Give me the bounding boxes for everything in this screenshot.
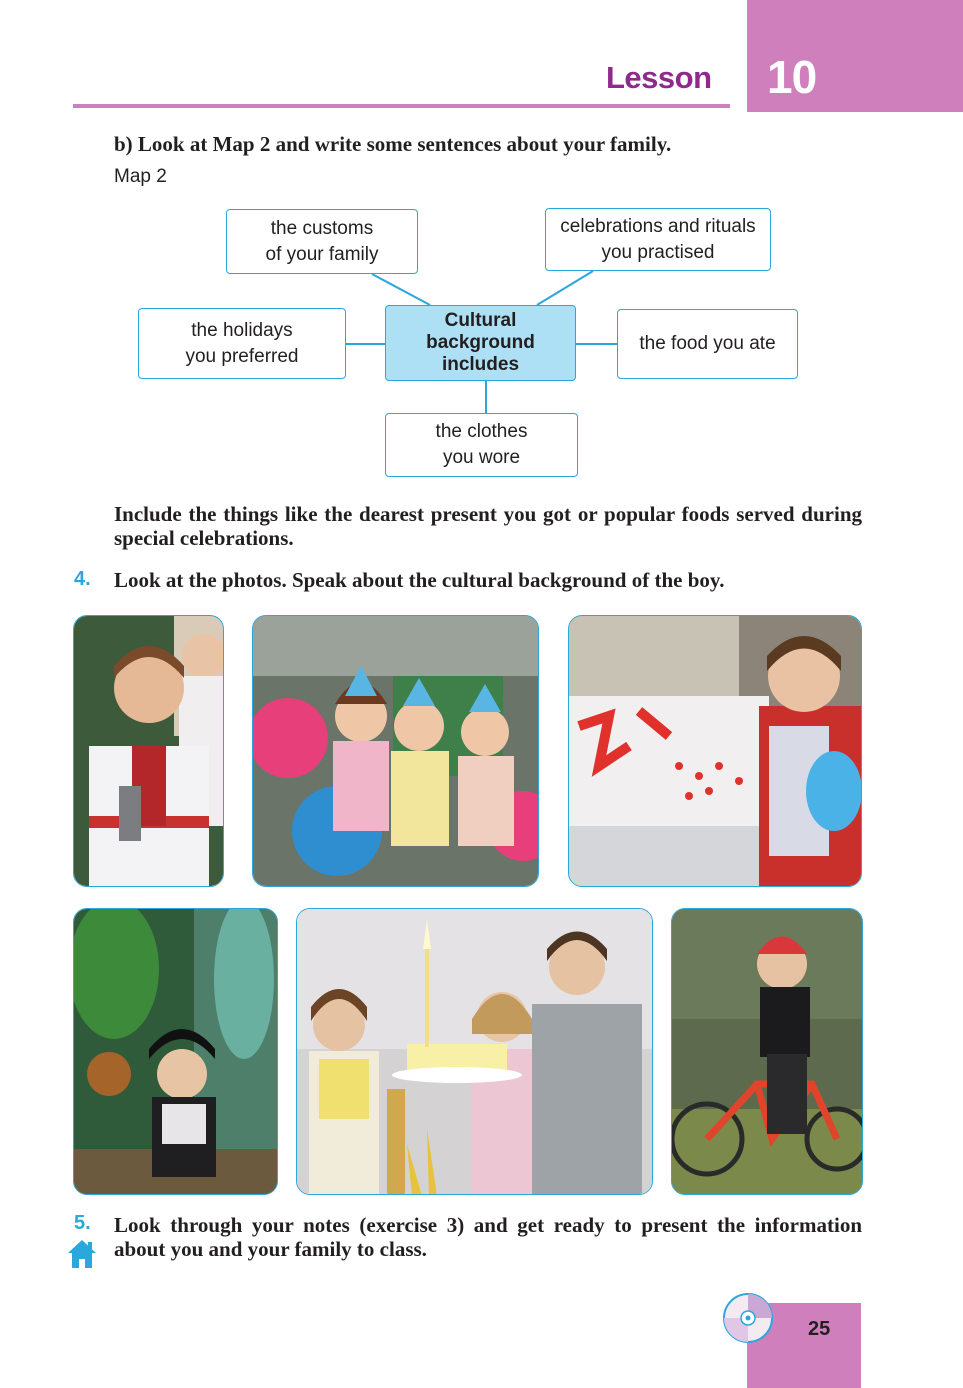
photo-boy-on-bicycle [671,908,863,1195]
exercise-5-number: 5. [74,1212,91,1234]
cd-disc-icon [722,1292,774,1349]
photo-boy-embroidered-shirt [73,615,224,887]
lesson-number: 10 [767,51,817,103]
exercise-4-number: 4. [74,568,91,590]
page-number: 25 [808,1318,831,1340]
map-node-celebrations: celebrations and rituals you practised [545,208,771,271]
exercise-5-instruction: Look through your notes (exercise 3) and get ready to present the information about you and your family to class. [114,1213,862,1261]
map-label: Map 2 [114,166,167,187]
task-b-instruction: b) Look at Map 2 and write some sentences about your family. [114,132,672,156]
photo-birthday-party-kids [252,615,539,887]
exercise-4-instruction: Look at the photos. Speak about the cultural background of the boy. [114,568,725,592]
photo-boy-pirate-costume [73,908,278,1195]
photo-boy-painting [568,615,862,887]
map-node-clothes: the clothes you wore [385,413,578,477]
include-note: Include the things like the dearest present you got or popular foods served during special celebrations. [114,502,862,550]
map-node-holidays: the holidays you preferred [138,308,346,379]
map-node-food: the food you ate [617,309,798,379]
home-icon [66,1238,98,1275]
lesson-title: Lesson [606,60,712,95]
map-node-customs: the customs of your family [226,209,418,274]
map-center-node: Cultural background includes [385,305,576,381]
photo-birthday-cake-family [296,908,653,1195]
